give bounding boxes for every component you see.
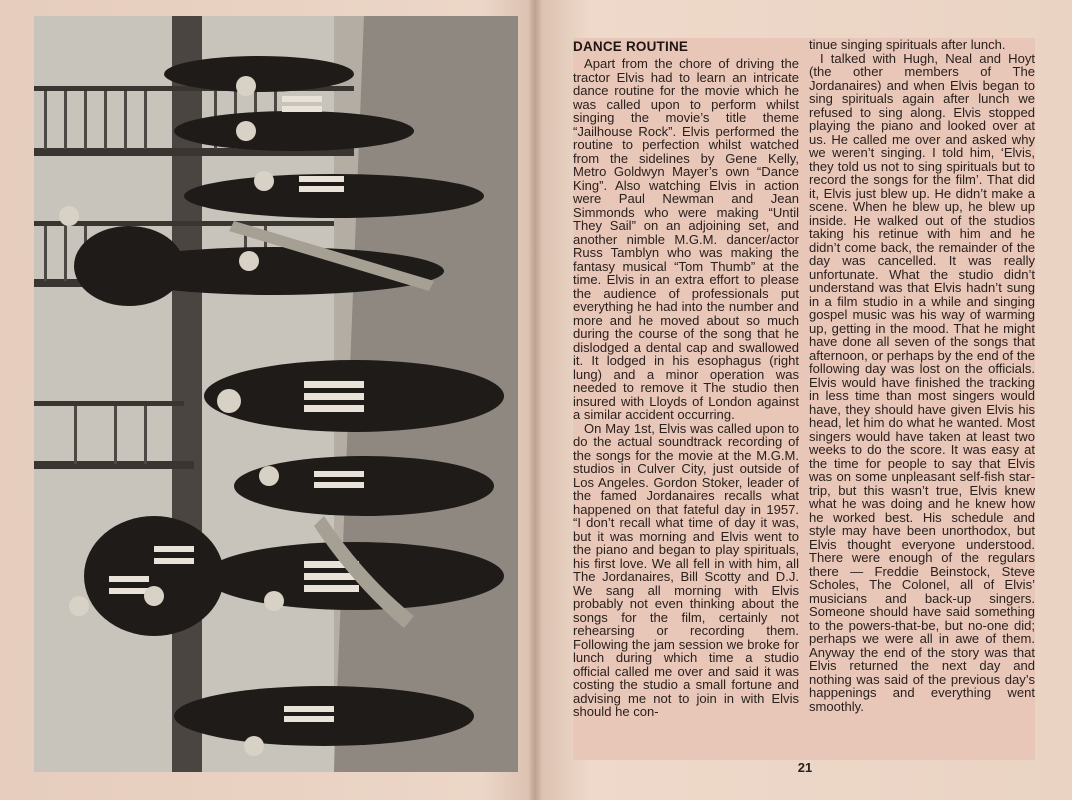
article-paragraph: Apart from the chore of driving the tractor Elvis had to learn an intricate dance routine for the movie which he was called upon to perform whilst singing the movie’s title theme “Jailhouse Rock”. Elvis performed the routine to perfection whilst watched from the sidelines by Gene Kelly, Metro Goldwyn Mayer’s own “Dance King”. Also watching Elvis in action were Paul Newman and Jean Simmonds who were making “Until They Sail” on an adjoining set, and another nimble M.G.M. dancer/actor Russ Tamblyn who was making the fantasy musical “Tom Thumb” at the time. Elvis in an extra effort to please the audience of professionals put everything he had into the number and more and he moved about so much during the course of the song that he dislodged a dental cap and swallowed it. It lodged in his esophagus (right lung) and a minor operation was needed to remove it The studio then insured with Lloyds of London against a similar accident occurring. — [573, 56, 799, 422]
article-paragraph: On May 1st, Elvis was called upon to do the actual soundtrack recording of the songs for the movie at the M.G.M. studios in Culver City, just outside of Los Angeles. Gordon Stoker, leader of the famed Jordanaires recalls what happened on that fateful day in 1957. “I don’t recall what time of day it was, but it was morning and Elvis went to the piano and began to play spirituals, his first love. We all fell in with him, all The Jordanaires, Bill Scotty and D.J. We sang all morning with Elvis probably not even thinking about the songs for the film, certainly not rehearsing or recording them. Following the jam session we broke for lunch during which time a studio official called me over and said it was costing the studio a small fortune and advising me not to join in with Elvis should he con- — [573, 420, 799, 719]
page-number: 21 — [797, 760, 813, 775]
article-column-1 — [573, 38, 799, 719]
article-paragraph: I talked with Hugh, Neal and Hoyt (the other members of The Jordanaires) and when Elvis began to sing spirituals again after lunch we refused to sing along. Elvis stopped playing the piano and looked over at us. He called me over and asked why we weren’t singing. I told him, ‘Elvis, they told us not to sing spirituals but to record the songs for the film’. That did it, Elvis just blew up. He didn’t make a scene. When he blew up, he blew up inside. He walked out of the studios taking his retinue with him and he didn’t come back, the remainder of the day was cancelled. It was really unfortunate. What the studio didn’t understand was that Elvis hadn’t sung in a film studio in a while and singing gospel music was his way of warming up, getting in the mood. That he might have done all seven of the songs that afternoon, or perhaps by the end of the following day was lost on the officials. Elvis would have finished the tracking in less time than most singers would have, they should have given Elvis his head, let him do what he wanted. Most singers would have taken at least two weeks to do the score. It was easy at the time for people to say that Elvis was on some unpleasant self-fish star-trip, but this wasn’t true, Elvis knew what he was doing and he knew how he worked best. His schedule and style may have been unorthodox, but Elvis thought everyone understood. There were enough of the regulars there — Freddie Beinstock, Steve Scholes, The Colonel, all of Elvis’ musicians and back-up singers. Someone should have said something to the powers-that-be, but no-one did; perhaps we were all in awe of them. Anyway the end of the story was that Elvis returned the next day and nothing was said of the previous day’s happenings and everything went smoothly. — [809, 50, 1035, 714]
article-text-block — [573, 38, 1035, 760]
article-paragraph: tinue singing spirituals after lunch. — [809, 37, 1006, 52]
page-gutter — [528, 0, 542, 800]
jailhouse-rock-photo — [34, 16, 518, 772]
article-column-2 — [809, 38, 1035, 713]
article-heading: DANCE ROUTINE — [573, 39, 689, 54]
